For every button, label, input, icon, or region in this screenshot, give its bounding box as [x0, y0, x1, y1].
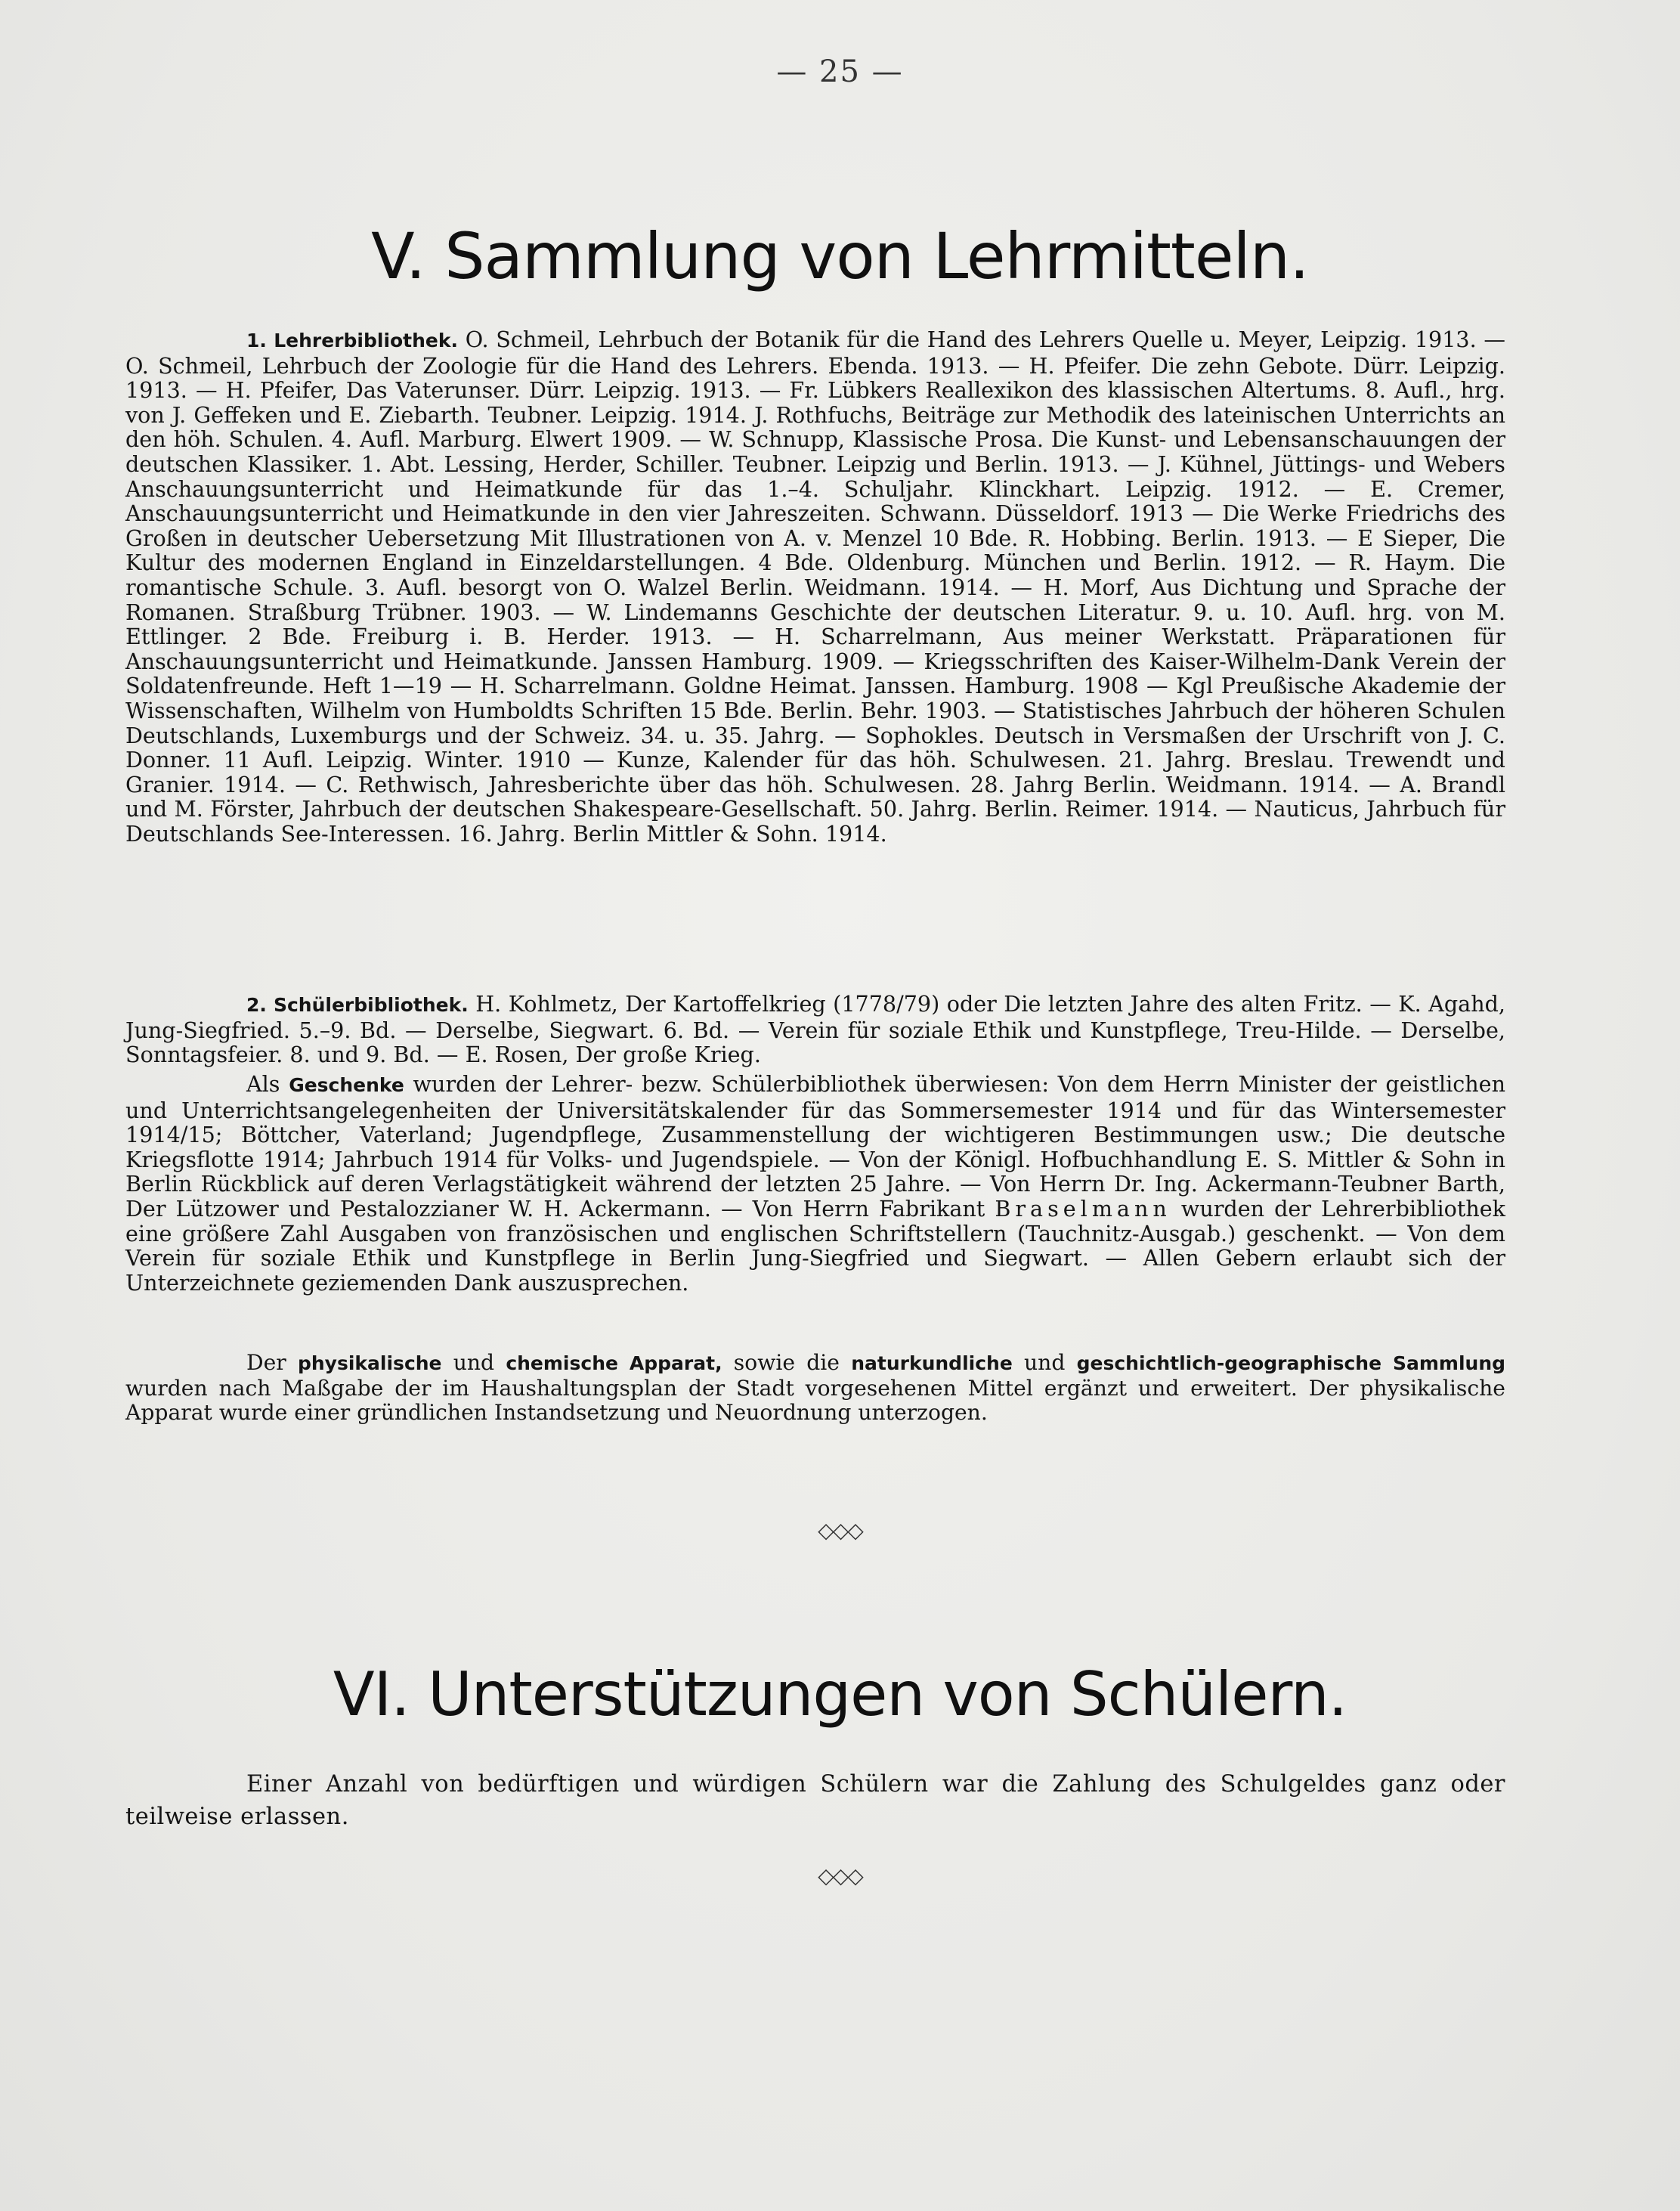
apparat-paragraph — [125, 1351, 1505, 1426]
section-v-ornament: ◇◇◇ — [818, 1518, 862, 1543]
schuelerbibliothek-paragraph — [125, 992, 1505, 1067]
geschenke-text-2: wurden der Lehrerbibliothek eine größere Zahl Ausgaben von französischen und englischen Schriftstellern (Tauchnitz-Ausgab.) geschenkt. — Von dem Verein für soziale Ethik und Kunstpflege in Berlin Jung-Siegfried und Siegwart. — Allen Gebern erlaubt sich der Unterzeichnete geziemenden Dank auszusprechen. — [125, 1195, 1505, 1296]
section-vi-ornament: ◇◇◇ — [818, 1863, 862, 1888]
geschenke-donor-name: Braselmann — [995, 1195, 1171, 1222]
geschenke-text-1: wurden der Lehrer- bezw. Schülerbibliothek überwiesen: Von dem Herrn Minister der geistlichen und Unterrichtsangelegenheiten der Universitätskalender für das Sommersemester 1914 und für das Wintersemester 1914/15; Böttcher, Vaterland; Jugendpflege, Zusammenstellung der wichtigeren Bestimmungen usw.; Die deutsche Kriegsflotte 1914; Jahrbuch 1914 für Volks- und Jugendspiele. — Von der Königl. Hofbuchhandlung E. S. Mittler & Sohn in Berlin Rückblick auf deren Verlagstätigkeit während der letzten 25 Jahre. — Von Herrn Dr. Ing. Ackermann-Teubner Barth, Der Lützower und Pestalozzianer W. H. Ackermann. — Von Herrn Fabrikant — [125, 1071, 1506, 1222]
apparat-mid: sowie die — [733, 1350, 840, 1375]
apparat-prefix: Der — [246, 1350, 286, 1375]
apparat-and-2: und — [1024, 1350, 1066, 1375]
apparat-text: wurden nach Maßgabe der im Haushaltungsplan der Stadt vorgesehenen Mittel ergänzt und erweitert. Der physikalische Apparat wurde einer gründlichen Instandsetzung und Neuordnung unterzogen. — [125, 1375, 1505, 1426]
lehrerbibliothek-paragraph — [125, 327, 1505, 846]
lehrerbibliothek-label: 1. Lehrerbibliothek. — [246, 330, 459, 351]
schuelerbibliothek-text: H. Kohlmetz, Der Kartoffelkrieg (1778/79) oder Die letzten Jahre des alten Fritz. — K. Agahd, Jung-Siegfried. 5.–9. Bd. — Derselbe, Siegwart. 6. Bd. — Verein für soziale Ethik und Kunstpflege, Treu-Hilde. — Derselbe, Sonntagsfeier. 8. und 9. Bd. — E. Rosen, Der große Krieg. — [125, 991, 1506, 1068]
geschenke-prefix: Als — [246, 1071, 280, 1097]
apparat-label-chemische: chemische Apparat, — [506, 1352, 722, 1374]
section-vi-heading: VI. Unterstützungen von Schülern. — [333, 1659, 1347, 1729]
section-v-heading: V. Sammlung von Lehrmitteln. — [371, 219, 1309, 293]
apparat-label-geschichtlich: geschichtlich-geographische Sammlung — [1076, 1352, 1506, 1374]
geschenke-paragraph — [125, 1072, 1505, 1295]
apparat-label-physikalische: physikalische — [297, 1352, 442, 1374]
unterstuetzungen-paragraph — [125, 1768, 1505, 1833]
apparat-and-1: und — [453, 1350, 495, 1375]
geschenke-label: Geschenke — [289, 1074, 404, 1096]
schuelerbibliothek-label: 2. Schülerbibliothek. — [246, 994, 469, 1016]
lehrerbibliothek-text: O. Schmeil, Lehrbuch der Botanik für die Hand des Lehrers Quelle u. Meyer, Leipzig. 1913. — O. Schmeil, Lehrbuch der Zoologie für die Hand des Lehrers. Ebenda. 1913. — H. Pfeifer. Die zehn Gebote. Dürr. Leipzig. 1913. — H. Pfeifer, Das Vaterunser. Dürr. Leipzig. 1913. — Fr. Lübkers Reallexikon des klassischen Altertums. 8. Aufl., hrg. von J. Geffeken und E. Ziebarth. Teubner. Leipzig. 1914. J. Rothfuchs, Beiträge zur Methodik des lateinischen Unterrichts an den höh. Schulen. 4. Aufl. Marburg. Elwert 1909. — W. Schnupp, Klassische Prosa. Die Kunst- und Lebensanschauungen der deutschen Klassiker. 1. Abt. Lessing, Herder, Schiller. Teubner. Leipzig und Berlin. 1913. — J. Kühnel, Jüttings- und Webers Anschauungsunterricht und Heimatkunde für das 1.–4. Schuljahr. Klinckhart. Leipzig. 1912. — E. Cremer, Anschauungsunterricht und Heimatkunde in den vier Jahreszeiten. Schwann. Düsseldorf. 1913 — Die Werke Friedrichs des Großen in deutscher Uebersetzung Mit Illustrationen von A. v. Menzel 10 Bde. R. Hobbing. Berlin. 1913. — E Sieper, Die Kultur des modernen England in Einzeldarstellungen. 4 Bde. Oldenburg. München und Berlin. 1912. — R. Haym. Die romantische Schule. 3. Aufl. besorgt von O. Walzel Berlin. Weidmann. 1914. — H. Morf, Aus Dichtung und Sprache der Romanen. Straßburg Trübner. 1903. — W. Lindemanns Geschichte der deutschen Literatur. 9. u. 10. Aufl. hrg. von M. Ettlinger. 2 Bde. Freiburg i. B. Herder. 1913. — H. Scharrelmann, Aus meiner Werkstatt. Präparationen für Anschauungsunterricht und Heimatkunde. Janssen Hamburg. 1909. — Kriegsschriften des Kaiser-Wilhelm-Dank Verein der Soldatenfreunde. Heft 1—19 — H. Scharrelmann. Goldne Heimat. Janssen. Hamburg. 1908 — Kgl Preußische Akademie der Wissenschaften, Wilhelm von Humboldts Schriften 15 Bde. Berlin. Behr. 1903. — Statistisches Jahrbuch der höheren Schulen Deutschlands, Luxemburgs und der Schweiz. 34. u. 35. Jahrg. — Sophokles. Deutsch in Versmaßen der Urschrift von J. C. Donner. 11 Aufl. Leipzig. Winter. 1910 — Kunze, Kalender für das höh. Schulwesen. 21. Jahrg. Breslau. Trewendt und Granier. 1914. — C. Rethwisch, Jahresberichte über das höh. Schulwesen. 28. Jahrg Berlin. Weidmann. 1914. — A. Brandl und M. Förster, Jahrbuch der deutschen Shakespeare-Gesellschaft. 50. Jahrg. Berlin. Reimer. 1914. — Nauticus, Jahrbuch für Deutschlands See-Interessen. 16. Jahrg. Berlin Mittler & Sohn. 1914. — [125, 327, 1505, 847]
unterstuetzungen-text: Einer Anzahl von bedürftigen und würdigen Schülern war die Zahlung des Schulgeldes ganz oder teilweise erlassen. — [125, 1771, 1505, 1830]
apparat-label-naturkundliche: naturkundliche — [851, 1352, 1013, 1374]
page-number: — 25 — — [776, 54, 904, 89]
